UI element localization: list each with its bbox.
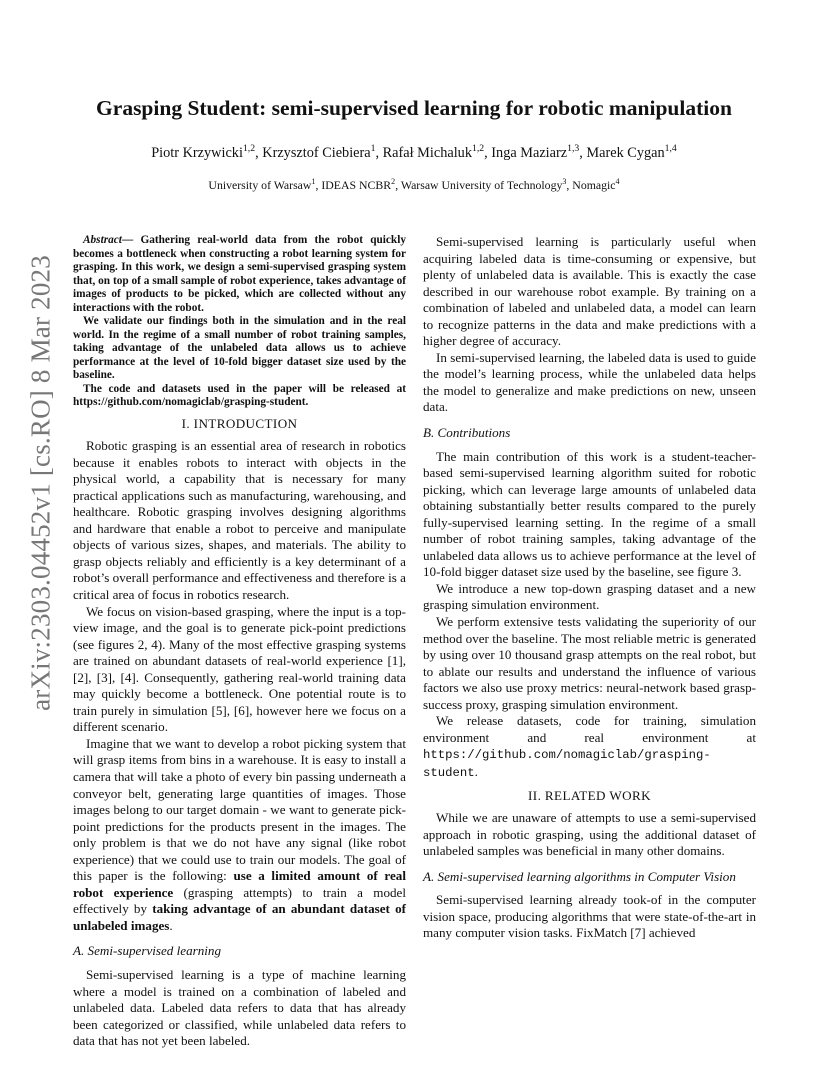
- body-paragraph: The main contribution of this work is a student-teacher-based semi-supervised learning algorithm suited for robotic picking, which can leverage large amounts of unlabeled data obtaining substantially better results compared to the purely fully-supervised learning setting. In the regime of a small number of robot training samples, taking advantage of the unlabeled data allows us to achieve performance at the level of 10-fold bigger dataset size used by the baseline, see figure 3.: [423, 448, 756, 580]
- author-name: Marek Cygan: [586, 145, 665, 161]
- repository-link[interactable]: https://github.com/nomagiclab/grasping-student: [423, 748, 711, 780]
- abstract: [73, 234, 406, 410]
- author-name: Rafał Michaluk: [382, 145, 472, 161]
- body-paragraph: Semi-supervised learning is a type of machine learning where a model is trained on a combination of labeled and unlabeled data. Labeled data refers to data that has already been categorized or classified, while unlabeled data refers to data that has not yet been labeled.: [73, 967, 406, 1049]
- affiliation-name: Nomagic: [572, 178, 616, 192]
- author-affil-sup: 1,2: [471, 143, 485, 155]
- abstract-label: Abstract: [83, 234, 122, 246]
- body-text: .: [474, 763, 478, 779]
- author-name: Piotr Krzywicki: [151, 145, 243, 161]
- affiliation-sup: 3: [562, 177, 567, 187]
- right-column: [423, 234, 756, 942]
- author-name: Inga Maziarz: [491, 145, 568, 161]
- body-text: We release datasets, code for training, simulation environment and real environment at: [423, 713, 756, 745]
- abstract-paragraph: The code and datasets used in the paper will be released at https://github.com/nomagiclab/grasping-student.: [73, 382, 406, 408]
- body-paragraph: While we are unaware of attempts to use a semi-supervised approach in robotic grasping, using the additional dataset of unlabeled samples was beneficial in many other domains.: [423, 810, 756, 859]
- subsection-heading-contributions: B. Contributions: [423, 425, 511, 441]
- affiliation-name: University of Warsaw: [208, 178, 312, 192]
- affiliation-name: Warsaw University of Technology: [400, 178, 563, 192]
- body-paragraph: Robotic grasping is an essential area of research in robotics because it enables robots to interact with objects in the physical world, a capability that is necessary for many practical applications such as manufacturing, warehousing, and healthcare. Robotic grasping involves designing algorithms and hardware that enable a robot to perceive and manipulate objects of various sizes, shapes, and materials. The ability to grasp objects reliably and efficiently is a key determinant of a robot’s overall performance and effectiveness and therefore is a critical area of focus in robotics research.: [73, 438, 406, 602]
- abstract-paragraph: We validate our findings both in the simulation and in the real world. In the regime of a small number of robot training samples, taking advantage of the unlabeled data allows us to achieve performance at the level of 10-fold bigger dataset size used by the baseline.: [73, 315, 406, 381]
- body-text: Imagine that we want to develop a robot picking system that will grasp items from bins in a warehouse. It is easy to install a camera that will take a photo of every bin passing underneath a conveyor belt, generating large quantities of images. Those images belong to our target domain - we want to generate pick-point predictions for the products present in the images. The only problem is that we do not have any signal (like robot experience) that we could use to train our models. The goal of this paper is the following:: [73, 735, 406, 884]
- body-paragraph: Semi-supervised learning already took-of in the computer vision space, producing algorithms that were state-of-the-art in many computer vision tasks. FixMatch [7] achieved: [423, 892, 756, 941]
- affiliation-sup: 1: [311, 177, 316, 187]
- subsection-heading-semi-supervised: A. Semi-supervised learning: [73, 943, 222, 959]
- body-paragraph: We introduce a new top-down grasping dataset and a new grasping simulation environment.: [423, 580, 756, 613]
- affiliation-sup: 2: [391, 177, 396, 187]
- affiliation-sup: 4: [615, 177, 620, 187]
- author-name: Krzysztof Ciebiera: [262, 145, 371, 161]
- subsection-heading-ssl-cv: A. Semi-supervised learning algorithms in Computer Vision: [423, 868, 736, 884]
- body-text: (grasping attempts) to train a model effectively by: [73, 884, 406, 917]
- affiliation-name: IDEAS NCBR: [321, 178, 392, 192]
- body-paragraph: In semi-supervised learning, the labeled data is used to guide the model’s learning process, while the unlabeled data helps the model to generalize and make predictions on new, unseen data.: [423, 349, 756, 415]
- author-affil-sup: 1,2: [242, 143, 256, 155]
- body-paragraph: We focus on vision-based grasping, where the input is a top-view image, and the goal is to generate pick-point predictions (see figures 2, 4). Many of the most effective grasping systems are trained on abundant datasets of real-world experience [1], [2], [3], [4]. Consequently, gathering real-world training data may quickly become a bottleneck. One potential route is to train purely in simulation [5], [6], however here we focus on a different scenario.: [73, 603, 406, 735]
- author-list: Piotr Krzywicki$^{1,2}$, Krzysztof Ciebiera$^1$, Rafał Michaluk$^{1,2}$, Inga Maziarz$^{1,3}$, Marek Cygan$^{1,4}$: [151, 143, 677, 161]
- body-paragraph: [423, 713, 756, 781]
- author-affil-sup: 1,4: [664, 143, 677, 155]
- body-paragraph: We perform extensive tests validating the superiority of our method over the baseline. The most reliable metric is generated by using over 10 thousand grasp attempts on the real robot, but to ablate our results and understand the influence of various factors we also use proxy metrics: neural-network based grasp-success proxy, grasping simulation environment.: [423, 614, 756, 712]
- author-affil-sup: 1,3: [567, 143, 580, 155]
- abstract-paragraph: [73, 234, 406, 315]
- arxiv-identifier: arXiv:2303.04452v1 [cs.RO] 8 Mar 2023: [25, 255, 56, 711]
- emphasis-text: taking advantage of an abundant dataset of unlabeled images: [73, 901, 406, 933]
- body-paragraph: [73, 736, 406, 935]
- affiliation-list: University of Warsaw$^1$, IDEAS NCBR$^2$, Warsaw University of Technology$^3$, Nomagic$^4$: [208, 177, 620, 192]
- abstract-text: — Gathering real-world data from the robot quickly becomes a bottleneck when constructing a robot learning system for grasping. In this work, we design a semi-supervised grasping system that, on top of a small sample of robot experience, takes advantage of images of products to be picked, which are collected without any interactions with the robot.: [73, 234, 406, 314]
- body-paragraph: Semi-supervised learning is particularly useful when acquiring labeled data is time-consuming or expensive, but plenty of unlabeled data is available. This is exactly the case described in our warehouse robot example. By training on a combination of labeled and unlabeled data, a model can learn to recognize patterns in the data and make predictions with a higher degree of accuracy.: [423, 234, 756, 349]
- author-affil-sup: 1: [370, 143, 376, 155]
- section-heading-introduction: I. INTRODUCTION: [181, 415, 298, 431]
- section-heading-related-work: II. RELATED WORK: [528, 787, 651, 803]
- arxiv-sidebar: [20, 255, 62, 711]
- left-column: [73, 234, 406, 1050]
- paper-title: Grasping Student: semi-supervised learning for robotic manipulation: [96, 96, 732, 120]
- body-text: .: [169, 917, 173, 933]
- emphasis-text: use a limited amount of real robot experience: [73, 868, 406, 900]
